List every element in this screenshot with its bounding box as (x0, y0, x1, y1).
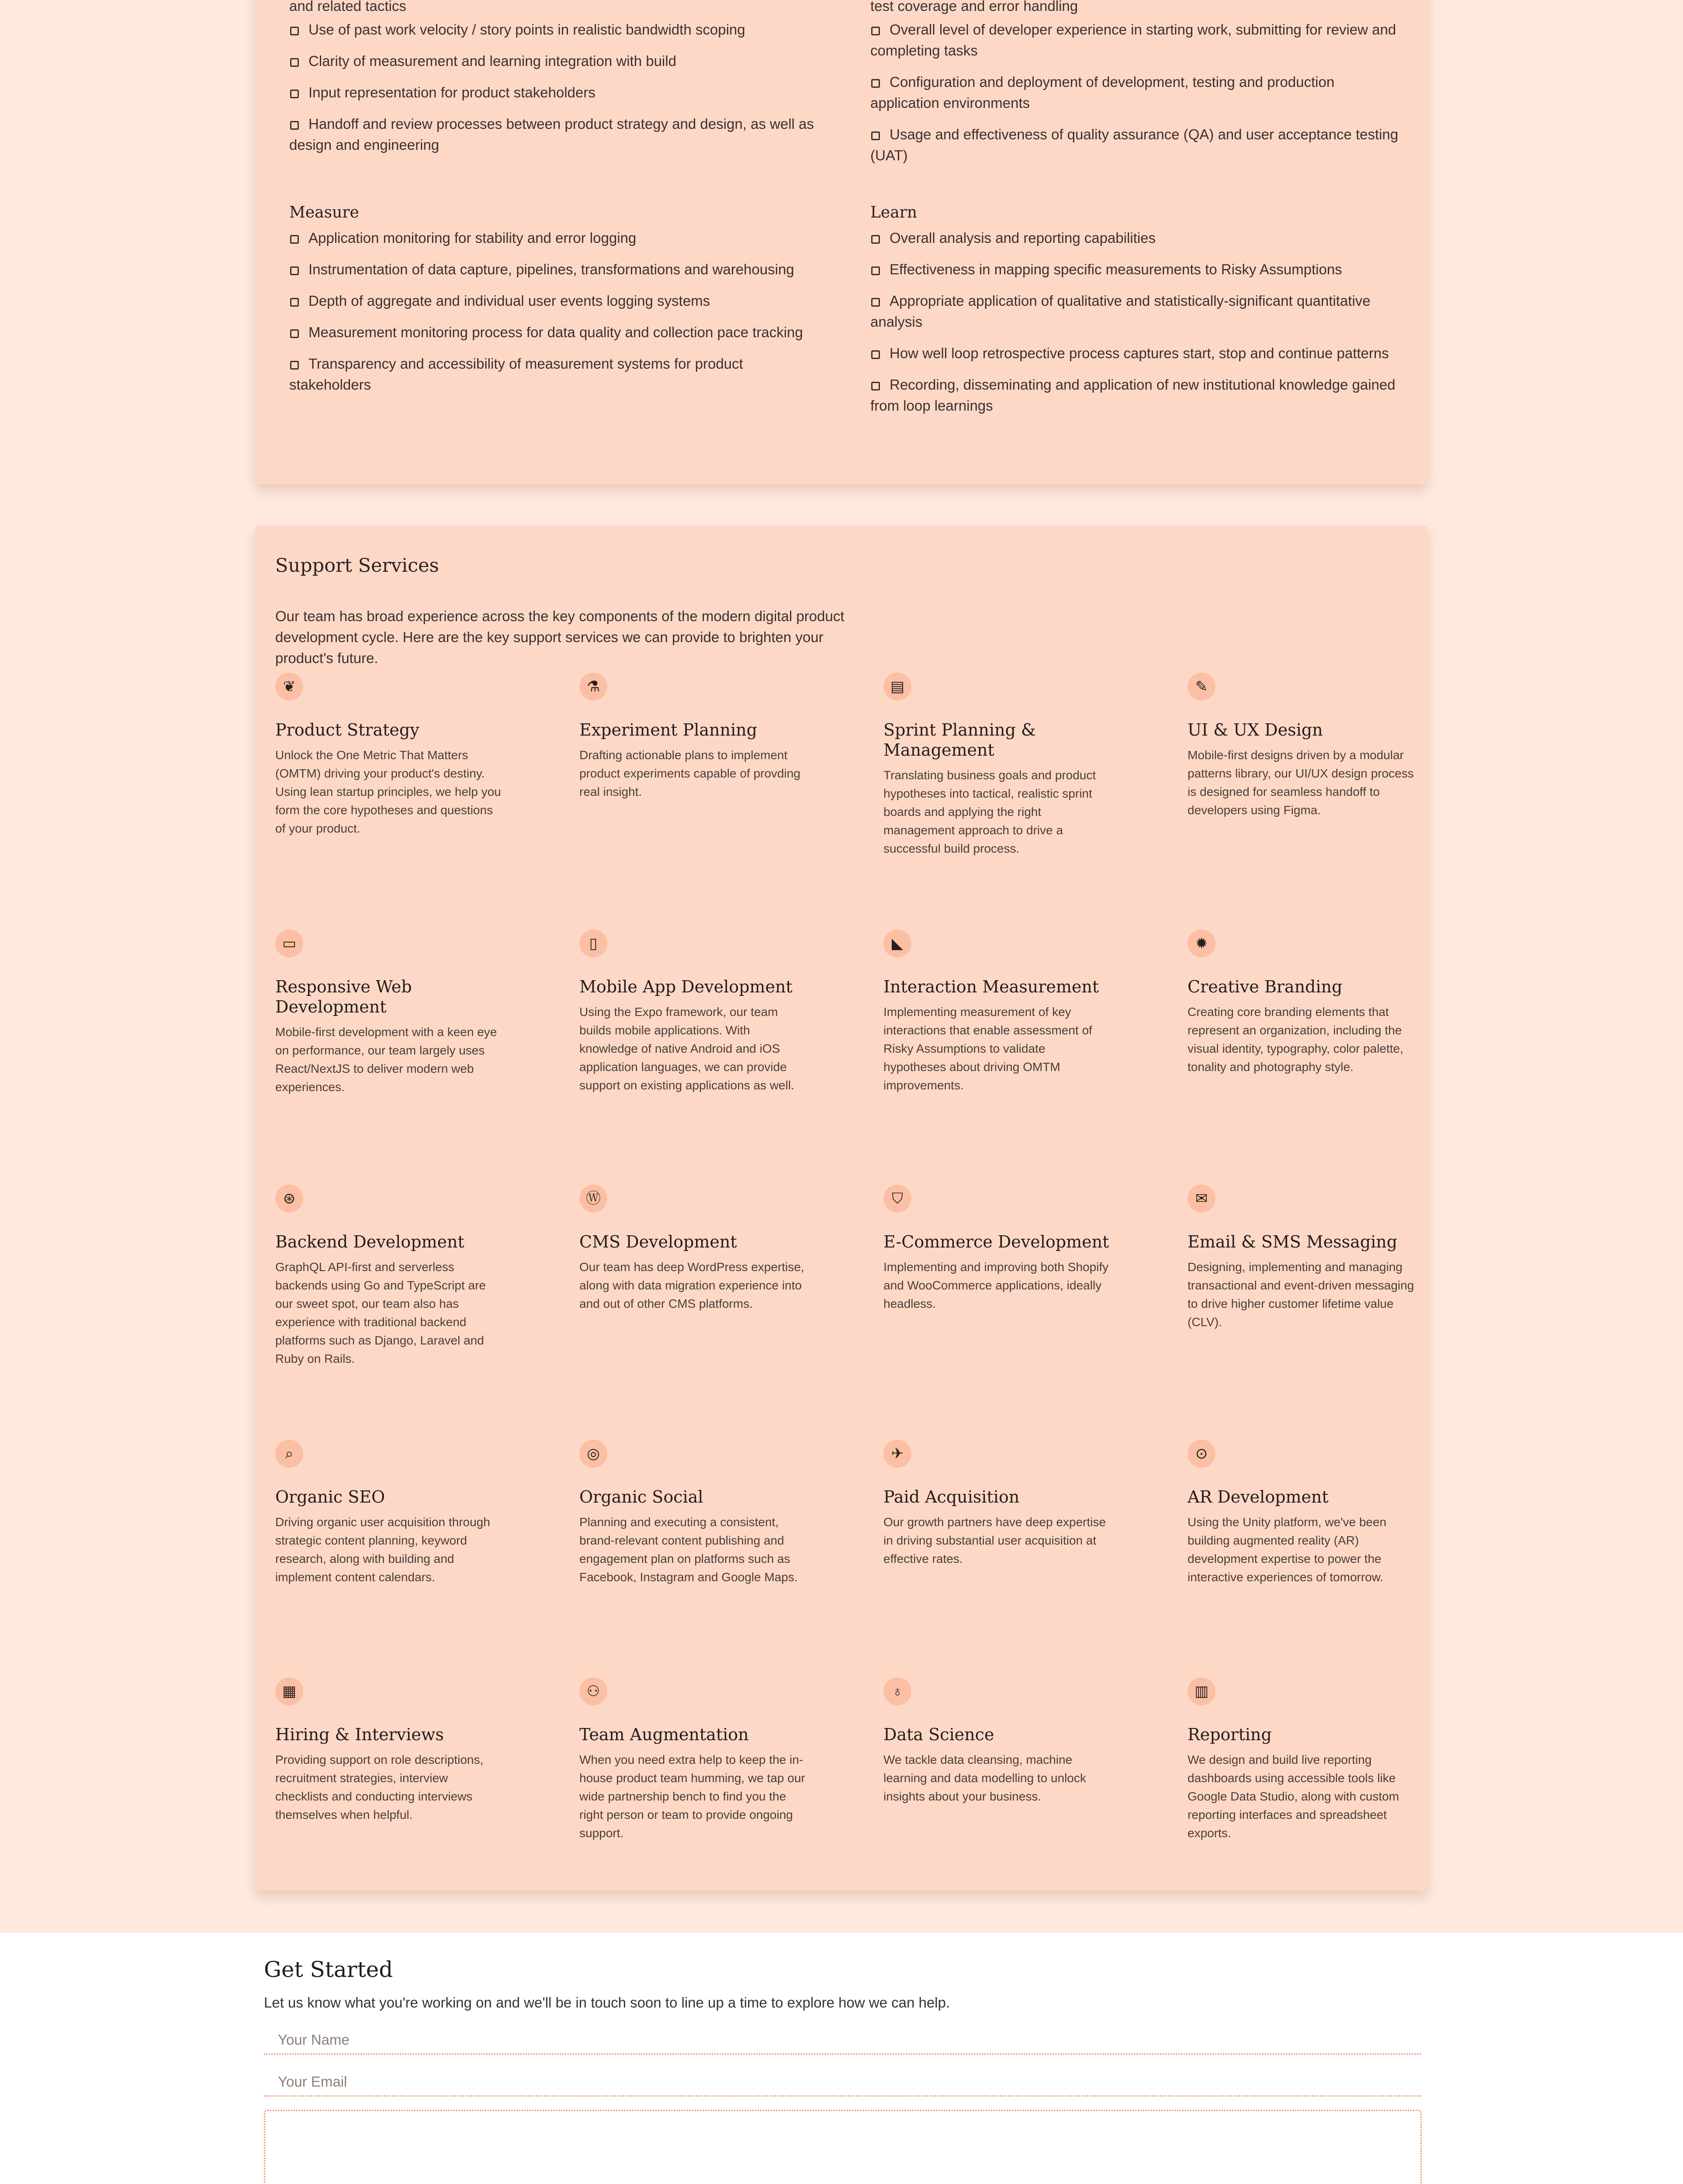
support-services-title: Support Services (275, 555, 439, 577)
service-title: Paid Acquisition (883, 1487, 1020, 1507)
service-description: Drafting actionable plans to implement product experiments capable of provding real insight. (579, 748, 800, 798)
api-icon: ⊛ (275, 1185, 303, 1213)
service-item (579, 1677, 807, 1842)
service-item (275, 1677, 502, 1824)
get-started-title: Get Started (264, 1957, 393, 1982)
get-started-subtitle: Let us know what you're working on and we'll be in touch soon to line up a time to explore how we can help. (264, 1994, 950, 2011)
service-item (1188, 1185, 1415, 1331)
bulb-icon: ♁ (883, 1677, 911, 1705)
service-item (883, 1440, 1111, 1568)
service-title: Experiment Planning (579, 720, 757, 740)
checklist-item (870, 19, 1403, 61)
service-description: We design and build live reporting dashboards using accessible tools like Google Data Studio, along with custom reporting interfaces and spreadsheet exports. (1188, 1753, 1399, 1840)
service-description: Implementing measurement of key interactions that enable assessment of Risky Assumptions to validate hypotheses about driving OMTM improvements. (883, 1005, 1092, 1092)
service-title: Organic SEO (275, 1487, 385, 1507)
service-title: Mobile App Development (579, 977, 793, 996)
measure-heading: Measure (289, 204, 359, 221)
service-description: Using the Unity platform, we've been building augmented reality (AR) development expertise to power the interactive experiences of tomorrow. (1188, 1515, 1387, 1584)
checkbox-icon (871, 382, 880, 390)
service-description: Mobile-first designs driven by a modular patterns library, our UI/UX design process is designed for seamless handoff to developers using Figma. (1188, 748, 1414, 817)
checklist-item (289, 259, 822, 280)
service-title: AR Development (1188, 1487, 1329, 1507)
checklist-item-label: Depth of aggregate and individual user events logging systems (308, 293, 710, 309)
wordpress-icon: Ⓦ (579, 1185, 607, 1213)
checkbox-icon (290, 329, 299, 338)
name-input[interactable] (264, 2026, 1421, 2055)
service-description: Designing, implementing and managing transactional and event-driven messaging to drive higher customer lifetime value (CLV). (1188, 1260, 1414, 1329)
checkbox-icon (871, 27, 880, 35)
get-started-form (264, 1957, 1422, 2011)
clipboard-icon: ▦ (275, 1677, 303, 1705)
measure-list (289, 228, 822, 395)
service-item (883, 1185, 1111, 1313)
checklist-item-label: Configuration and deployment of development, testing and production application environments (870, 74, 1335, 111)
checklist-item (289, 228, 822, 249)
checklist-item-label: Usage and effectiveness of quality assurance (QA) and user acceptance testing (UAT) (870, 126, 1399, 163)
checklist-card (255, 0, 1428, 484)
service-description: Unlock the One Metric That Matters (OMTM) driving your product's destiny. Using lean startup principles, we help you form the core hypotheses and questions of your product. (275, 748, 501, 835)
service-item (275, 1440, 502, 1586)
service-title: Creative Branding (1188, 977, 1343, 996)
service-item (883, 930, 1111, 1095)
service-title: E-Commerce Development (883, 1232, 1109, 1251)
service-title: Data Science (883, 1725, 994, 1744)
checklist-item (870, 259, 1403, 280)
build-left-list (289, 19, 822, 156)
checkbox-icon (290, 27, 299, 35)
service-title: Interaction Measurement (883, 977, 1099, 996)
service-item (1188, 673, 1415, 819)
checklist-item-label: Overall analysis and reporting capabilities (890, 230, 1156, 246)
checklist-item (870, 374, 1403, 416)
flask-icon: ⚗ (579, 673, 607, 701)
service-title: Team Augmentation (579, 1725, 749, 1744)
envelope-icon: ✉ (1188, 1185, 1216, 1213)
support-services-intro: Our team has broad experience across the key components of the modern digital product development cycle. Here are the key support services we can provide to brighten your product's future. (275, 608, 845, 666)
checklist-item-label: Overall level of developer experience in starting work, submitting for review and completing tasks (870, 21, 1396, 59)
learn-list (870, 228, 1403, 416)
checklist-item (289, 82, 822, 103)
service-item (579, 673, 807, 801)
service-description: Driving organic user acquisition through strategic content planning, keyword research, along with building and implement content calendars. (275, 1515, 490, 1584)
checklist-item (870, 343, 1403, 364)
service-item (275, 673, 502, 838)
service-description: Our team has deep WordPress expertise, along with data migration experience into and out of other CMS platforms. (579, 1260, 804, 1310)
service-title: Sprint Planning & Management (883, 720, 1036, 760)
service-item (1188, 930, 1415, 1076)
service-item (1188, 1440, 1415, 1586)
sparkle-icon: ✹ (1188, 930, 1216, 957)
instagram-icon: ◎ (579, 1440, 607, 1468)
service-description: Planning and executing a consistent, brand-relevant content publishing and engagement plan on platforms such as Facebook, Instagram and Google Maps. (579, 1515, 798, 1584)
build-right-list (870, 19, 1403, 166)
service-title: Responsive Web Development (275, 977, 412, 1016)
service-description: Translating business goals and product hypotheses into tactical, realistic sprint boards and applying the right management approach to drive a successful build process. (883, 768, 1096, 855)
email-input[interactable] (264, 2068, 1421, 2097)
measure-column (289, 204, 822, 406)
search-doc-icon: ⌕ (275, 1440, 303, 1468)
board-icon: ▤ (883, 673, 911, 701)
checklist-item (870, 228, 1403, 249)
message-textarea[interactable] (264, 2110, 1422, 2184)
checklist-item (870, 72, 1403, 114)
learn-heading: Learn (870, 204, 918, 221)
checklist-item-label: Input representation for product stakeholders (308, 84, 596, 100)
checklist-item-label: Instrumentation of data capture, pipelines, transformations and warehousing (308, 261, 794, 277)
plane-icon: ✈ (883, 1440, 911, 1468)
service-title: Reporting (1188, 1725, 1272, 1744)
checkbox-icon (871, 298, 880, 307)
brush-icon: ✎ (1188, 673, 1216, 701)
checklist-item-label: Appropriate application of qualitative and statistically-significant quantitative analysis (870, 293, 1371, 330)
browser-icon: ▭ (275, 930, 303, 957)
checkbox-icon (290, 235, 299, 244)
checklist-item-label: How well loop retrospective process captures start, stop and continue patterns (890, 345, 1389, 361)
service-title: UI & UX Design (1188, 720, 1323, 740)
support-services-card (255, 526, 1428, 1890)
learn-column (870, 204, 1403, 427)
checkbox-icon (871, 266, 880, 275)
service-description: Mobile-first development with a keen eye on performance, our team largely uses React/NextJS to deliver modern web experiences. (275, 1025, 497, 1094)
checklist-item-label: Transparency and accessibility of measurement systems for product stakeholders (289, 356, 743, 393)
checklist-item (289, 290, 822, 311)
service-title: Backend Development (275, 1232, 464, 1251)
report-icon: ▥ (1188, 1677, 1216, 1705)
checkbox-icon (290, 266, 299, 275)
checklist-item (289, 322, 822, 343)
people-icon: ⚇ (579, 1677, 607, 1705)
service-item (883, 673, 1111, 858)
ar-icon: ⊙ (1188, 1440, 1216, 1468)
service-description: Implementing and improving both Shopify and WooCommerce applications, ideally headless. (883, 1260, 1109, 1310)
service-title: Organic Social (579, 1487, 703, 1507)
ruler-icon: ◣ (883, 930, 911, 957)
checkbox-icon (871, 350, 880, 359)
service-description: Our growth partners have deep expertise in driving substantial user acquisition at effective rates. (883, 1515, 1106, 1565)
checklist-item (870, 290, 1403, 332)
build-column-left (289, 0, 822, 166)
checklist-item-label: Handoff and review processes between product strategy and design, as well as design and engineering (289, 116, 814, 153)
checkbox-icon (290, 298, 299, 307)
checkbox-icon (290, 58, 299, 67)
service-description: When you need extra help to keep the in-house product team humming, we tap our wide partnership bench to find you the right person or team to provide ongoing support. (579, 1753, 805, 1840)
service-title: Product Strategy (275, 720, 419, 740)
service-description: Creating core branding elements that represent an organization, including the visual identity, typography, color palette, tonality and photography style. (1188, 1005, 1403, 1074)
checkbox-icon (871, 131, 880, 140)
service-item (579, 1440, 807, 1586)
seedling-icon: ❦ (275, 673, 303, 701)
checklist-item-clipped: test coverage and error handling (870, 0, 1078, 14)
shopping-bag-icon: ⛉ (883, 1185, 911, 1213)
checklist-item (289, 114, 822, 156)
service-title: CMS Development (579, 1232, 737, 1251)
checkbox-icon (290, 121, 299, 130)
service-item (275, 930, 502, 1096)
service-item (883, 1677, 1111, 1806)
checkbox-icon (871, 79, 880, 88)
service-item (275, 1185, 502, 1368)
service-description: GraphQL API-first and serverless backends using Go and TypeScript are our sweet spot, our team also has experience with traditional backend platforms such as Django, Laravel and Ruby on Rails. (275, 1260, 486, 1365)
service-item (1188, 1677, 1415, 1842)
service-item (579, 1185, 807, 1313)
checklist-item-label: Measurement monitoring process for data quality and collection pace tracking (308, 324, 803, 340)
build-column-right (870, 0, 1403, 176)
service-title: Hiring & Interviews (275, 1725, 444, 1744)
checklist-item (289, 353, 822, 395)
checklist-item-label: Recording, disseminating and application of new institutional knowledge gained from loop learnings (870, 377, 1396, 414)
service-item (579, 930, 807, 1095)
checkbox-icon (290, 90, 299, 98)
service-title: Email & SMS Messaging (1188, 1232, 1398, 1251)
checklist-item (870, 124, 1403, 166)
phone-icon: ▯ (579, 930, 607, 957)
checklist-item-label: Application monitoring for stability and error logging (308, 230, 637, 246)
service-description: We tackle data cleansing, machine learning and data modelling to unlock insights about your business. (883, 1753, 1086, 1803)
checklist-item-label: Use of past work velocity / story points in realistic bandwidth scoping (308, 21, 745, 38)
checklist-item (289, 19, 822, 40)
checklist-item-label: Clarity of measurement and learning integration with build (308, 53, 676, 69)
service-description: Using the Expo framework, our team builds mobile applications. With knowledge of native Android and iOS application languages, we can provide support on existing applications as well. (579, 1005, 794, 1092)
checklist-item-label: Effectiveness in mapping specific measurements to Risky Assumptions (890, 261, 1342, 277)
checklist-item (289, 51, 822, 72)
checkbox-icon (290, 361, 299, 370)
checklist-item-clipped: and related tactics (289, 0, 406, 14)
checkbox-icon (871, 235, 880, 244)
service-description: Providing support on role descriptions, recruitment strategies, interview checklists and conducting interviews themselves when helpful. (275, 1753, 484, 1821)
